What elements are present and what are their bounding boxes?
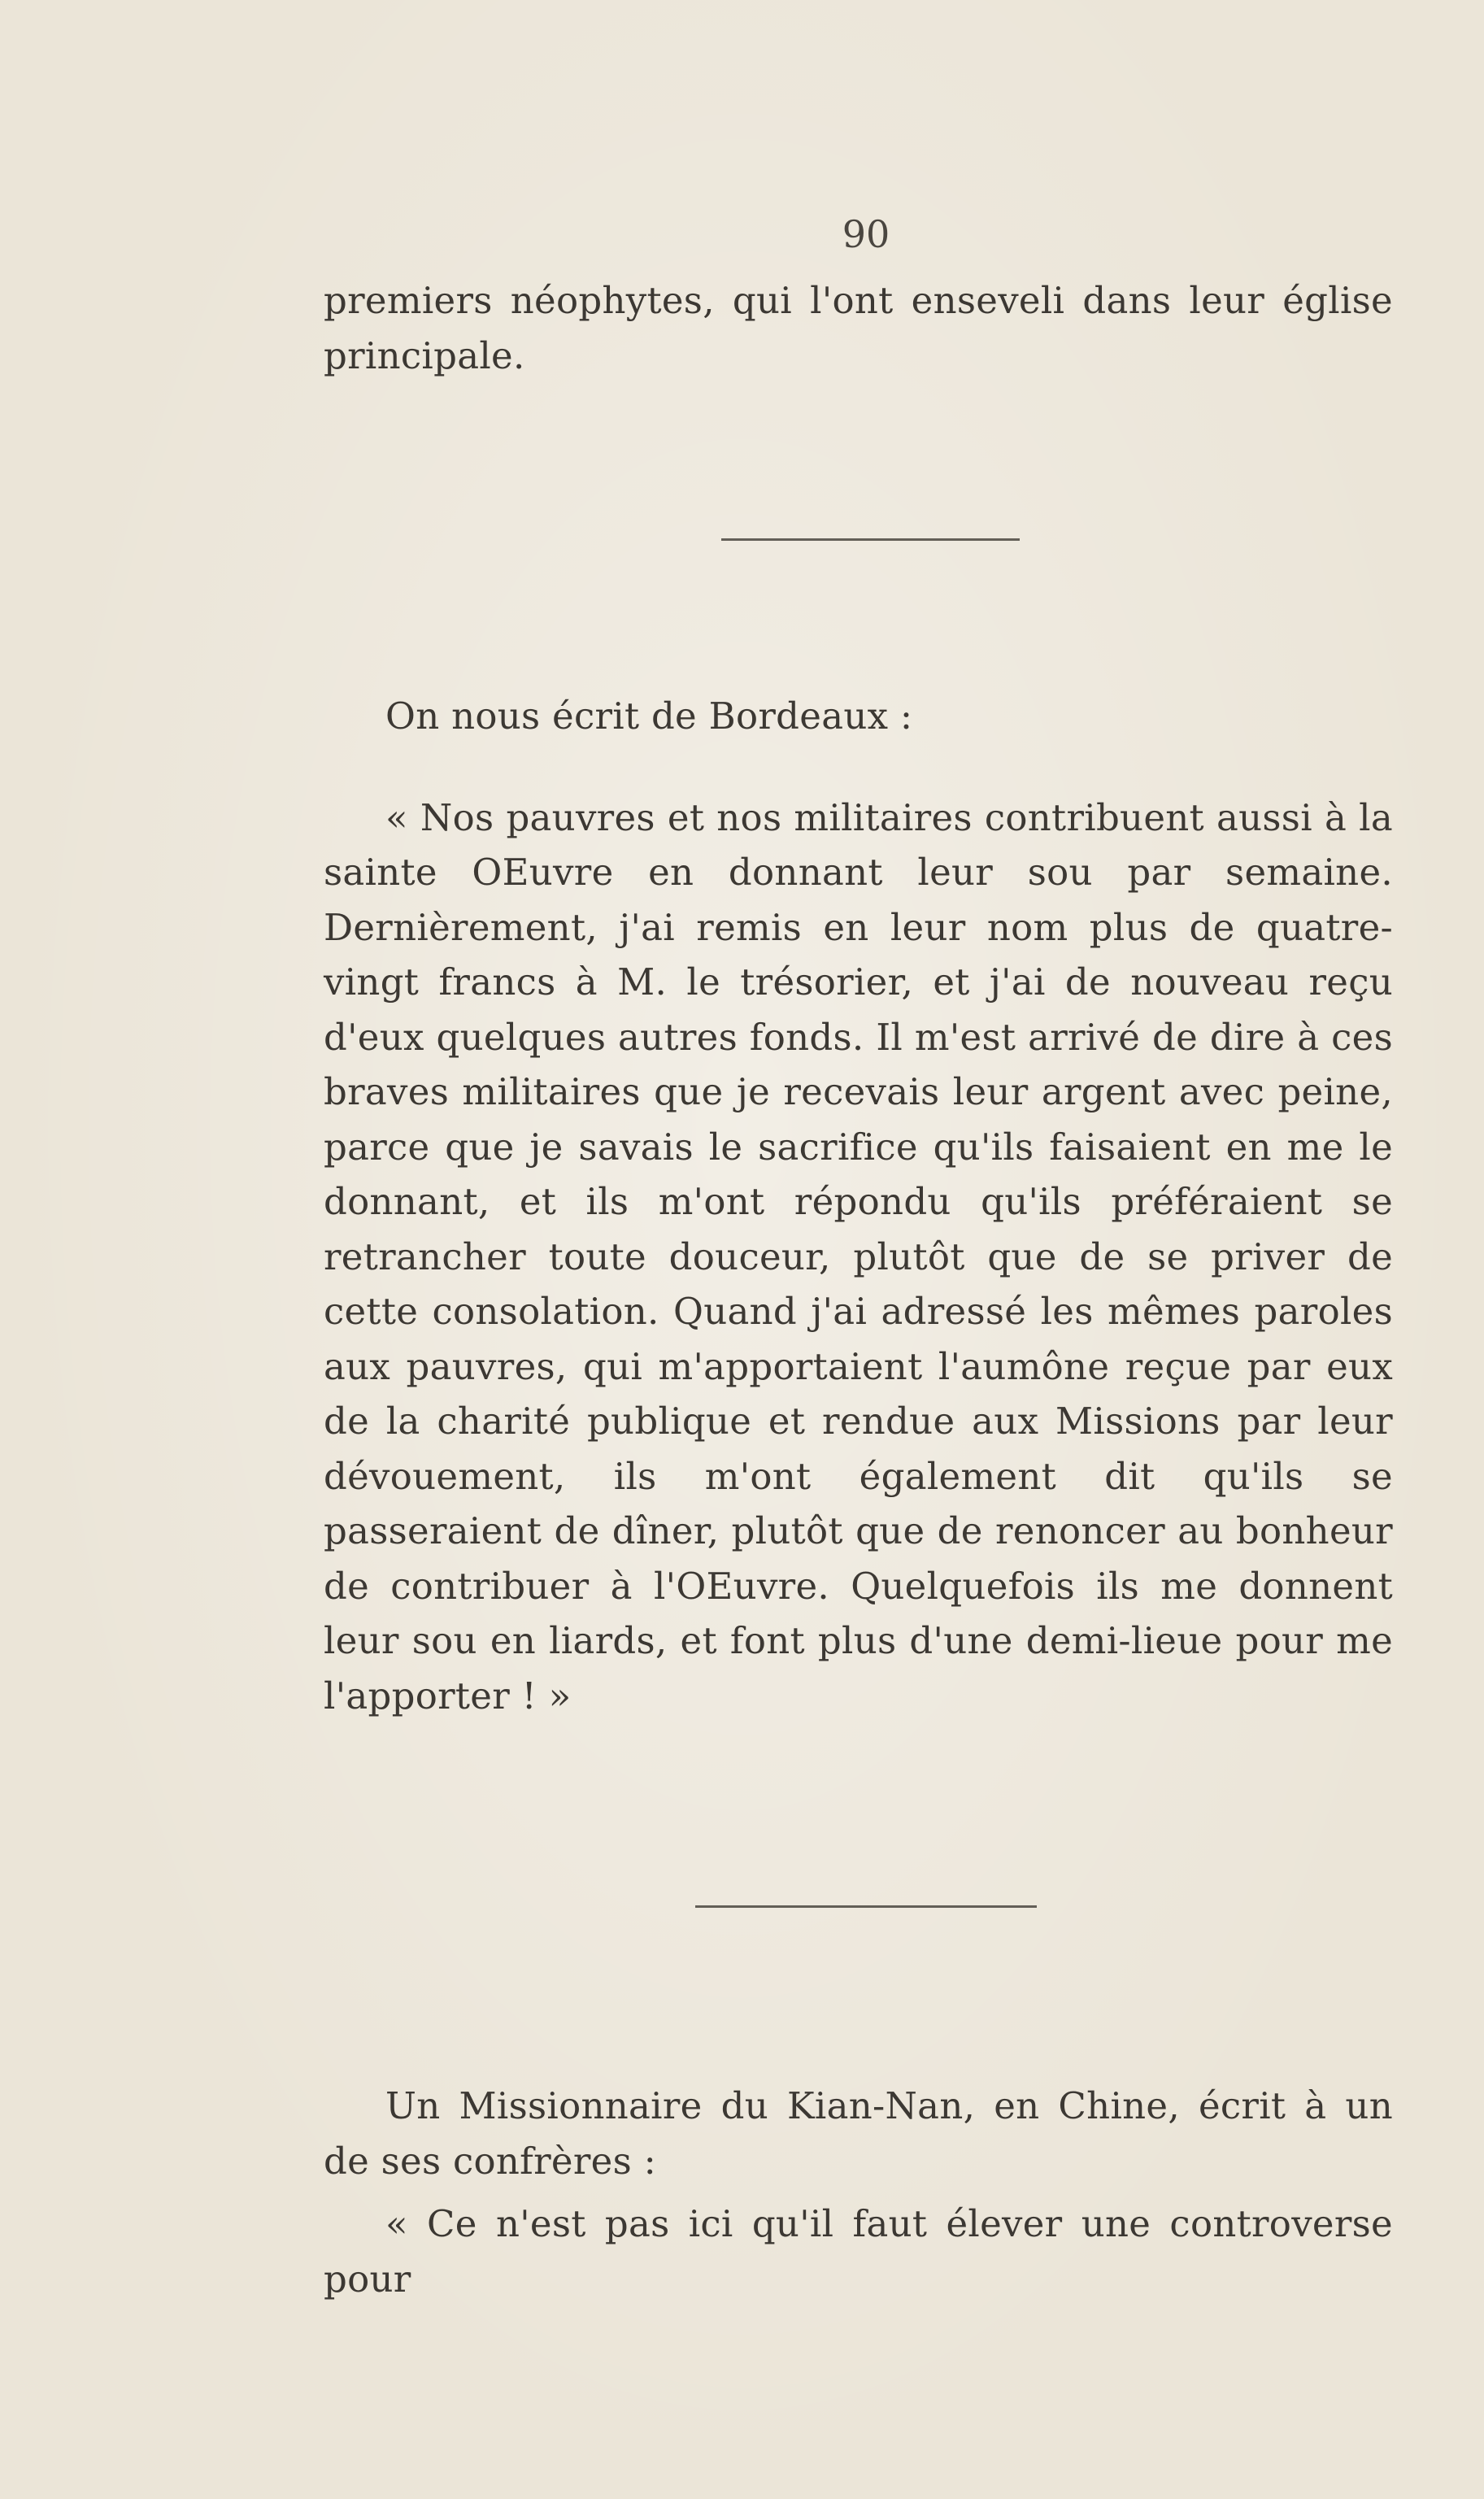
bordeaux-quote: « Nos pauvres et nos militaires contribuent aussi à la sainte OEuvre en donnant leur sou par semaine. Dernièrement, j'ai remis en leur nom plus de quatre-vingt francs à M. le trésorier, et j'ai de nouveau reçu d'eux quelques autres fonds. Il m'est arrivé de dire à ces braves militaires que je recevais leur argent avec peine, parce que je savais le sacrifice qu'ils faisaient en me le donnant, et ils m'ont répondu qu'ils préféraient se retrancher toute douceur, plutôt que de se priver de cette consolation. Quand j'ai adressé les mêmes paroles aux pauvres, qui m'apportaient l'aumône reçue par eux de la charité publique et rendue aux Missions par leur dévouement, ils m'ont également dit qu'ils se passeraient de dîner, plutôt que de renoncer au bonheur de contribuer à l'OEuvre. Quelquefois ils me donnent leur sou en liards, et font plus d'une demi-lieue pour me l'apporter ! » xyxy=(324,795,1393,1718)
page-number: 90 xyxy=(842,212,890,256)
kian-nan-intro: Un Missionnaire du Kian-Nan, en Chine, écrit à un de ses confrères : xyxy=(324,2084,1393,2183)
kian-nan-quote: « Ce n'est pas ici qu'il faut élever une controverse pour xyxy=(324,2202,1393,2301)
kian-nan-letter xyxy=(324,2079,1393,2306)
bordeaux-intro: On nous écrit de Bordeaux : xyxy=(385,694,913,738)
continuation-paragraph xyxy=(324,273,1393,383)
section-divider xyxy=(695,1905,1037,1908)
bordeaux-letter xyxy=(324,689,1393,1723)
section-divider xyxy=(721,538,1020,541)
continuation-text: premiers néophytes, qui l'ont enseveli dans leur église principale. xyxy=(324,279,1393,377)
